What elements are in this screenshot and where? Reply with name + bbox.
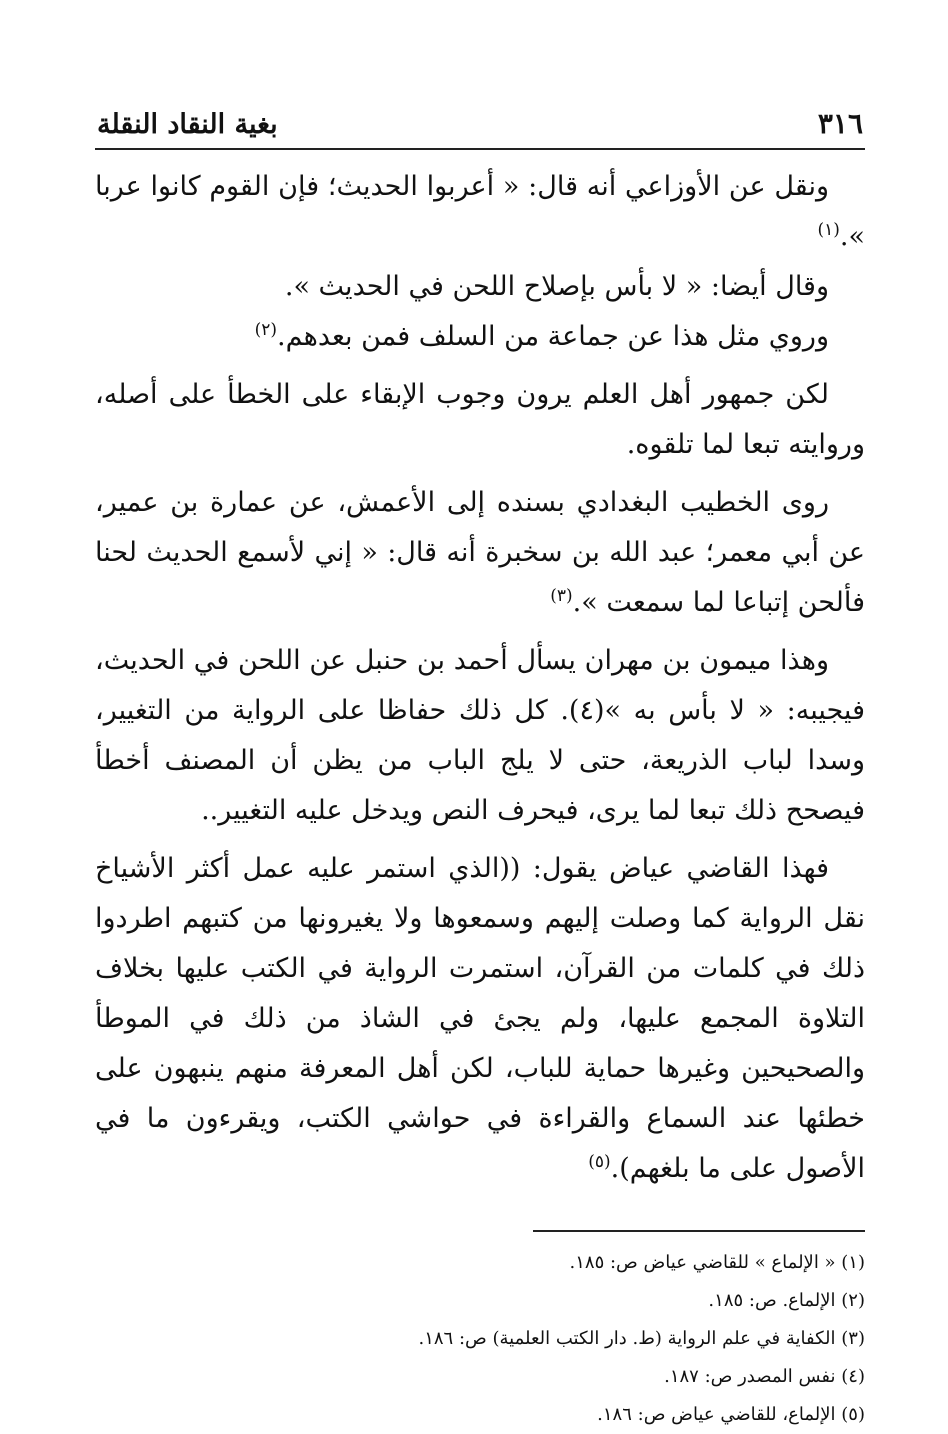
- paragraph-jumhur: [95, 370, 865, 470]
- footnotes: [95, 1244, 865, 1434]
- footnote-4: (٤) نفس المصدر ص: ١٨٧.: [664, 1366, 865, 1387]
- paragraph-text: روى الخطيب البغدادي بسنده إلى الأعمش، عن عمارة بن عمير، عن أبي معمر؛ عبد الله بن سخبرة أنه قال: « إني لأسمع الحديث لحنا فألحن إتباعا لما سمعت ».: [95, 487, 865, 618]
- paragraph-iyad: [95, 844, 865, 1194]
- footnote-1: (١) « الإلماع » للقاضي عياض ص: ١٨٥.: [569, 1252, 865, 1273]
- paragraph-awzai-2: [95, 262, 865, 312]
- main-text: [95, 162, 865, 1194]
- book-title: بغية النقاد النقلة: [97, 109, 278, 140]
- footnote-3: (٣) الكفاية في علم الرواية (ط. دار الكتب العلمية) ص: ١٨٦.: [418, 1328, 865, 1349]
- footnote-ref-5: (٥): [588, 1152, 611, 1172]
- footnote-divider: [533, 1230, 865, 1232]
- paragraph-text: لكن جمهور أهل العلم يرون وجوب الإبقاء على الخطأ على أصله، وروايته تبعا لما تلقوه.: [95, 379, 865, 460]
- paragraph-salaf: [95, 312, 865, 362]
- paragraph-text: وروي مثل هذا عن جماعة من السلف فمن بعدهم.: [277, 321, 829, 352]
- footnote-2: (٢) الإلماع. ص: ١٨٥.: [708, 1290, 865, 1311]
- paragraph-text: وقال أيضا: « لا بأس بإصلاح اللحن في الحديث ».: [284, 271, 829, 302]
- book-page: [95, 92, 865, 1434]
- paragraph-maymun: [95, 636, 865, 836]
- page-number: ٣١٦: [817, 107, 863, 140]
- footnote-ref-1: (١): [817, 220, 840, 240]
- paragraph-khatib: [95, 478, 865, 628]
- paragraph-text: فهذا القاضي عياض يقول: ((الذي استمر عليه عمل أكثر الأشياخ نقل الرواية كما وصلت إليهم وسمعوها ولا يغيرونها من كتبهم اطردوا ذلك في كلمات من القرآن، استمرت الرواية في الكتب عليها بخلاف التلاوة المجمع عليها، ولم يجئ في الشاذ من ذلك في الموطأ والصحيحين وغيرها حماية للباب، لكن أهل المعرفة منهم ينبهون على خطئها عند السماع والقراءة في حواشي الكتب، ويقرءون ما في الأصول على ما بلغهم).: [95, 853, 865, 1184]
- footnote-ref-2: (٢): [254, 320, 278, 340]
- paragraph-text: وهذا ميمون بن مهران يسأل أحمد بن حنبل عن اللحن في الحديث، فيجيبه: « لا بأس به »(٤). كل ذلك حفاظا على الرواية من التغيير، وسدا لباب الذريعة، حتى لا يلج الباب من يظن أن المصنف أخطأ فيصحح ذلك تبعا لما يرى، فيحرف النص ويدخل عليه التغيير..: [95, 645, 865, 826]
- footnote-5: (٥) الإلماع، للقاضي عياض ص: ١٨٦.: [597, 1404, 865, 1425]
- paragraph-text: ونقل عن الأوزاعي أنه قال: « أعربوا الحديث؛ فإن القوم كانوا عربا ».: [95, 171, 865, 252]
- footnote-ref-3: (٣): [550, 586, 573, 606]
- running-header: [95, 92, 865, 150]
- paragraph-awzai: [95, 162, 865, 262]
